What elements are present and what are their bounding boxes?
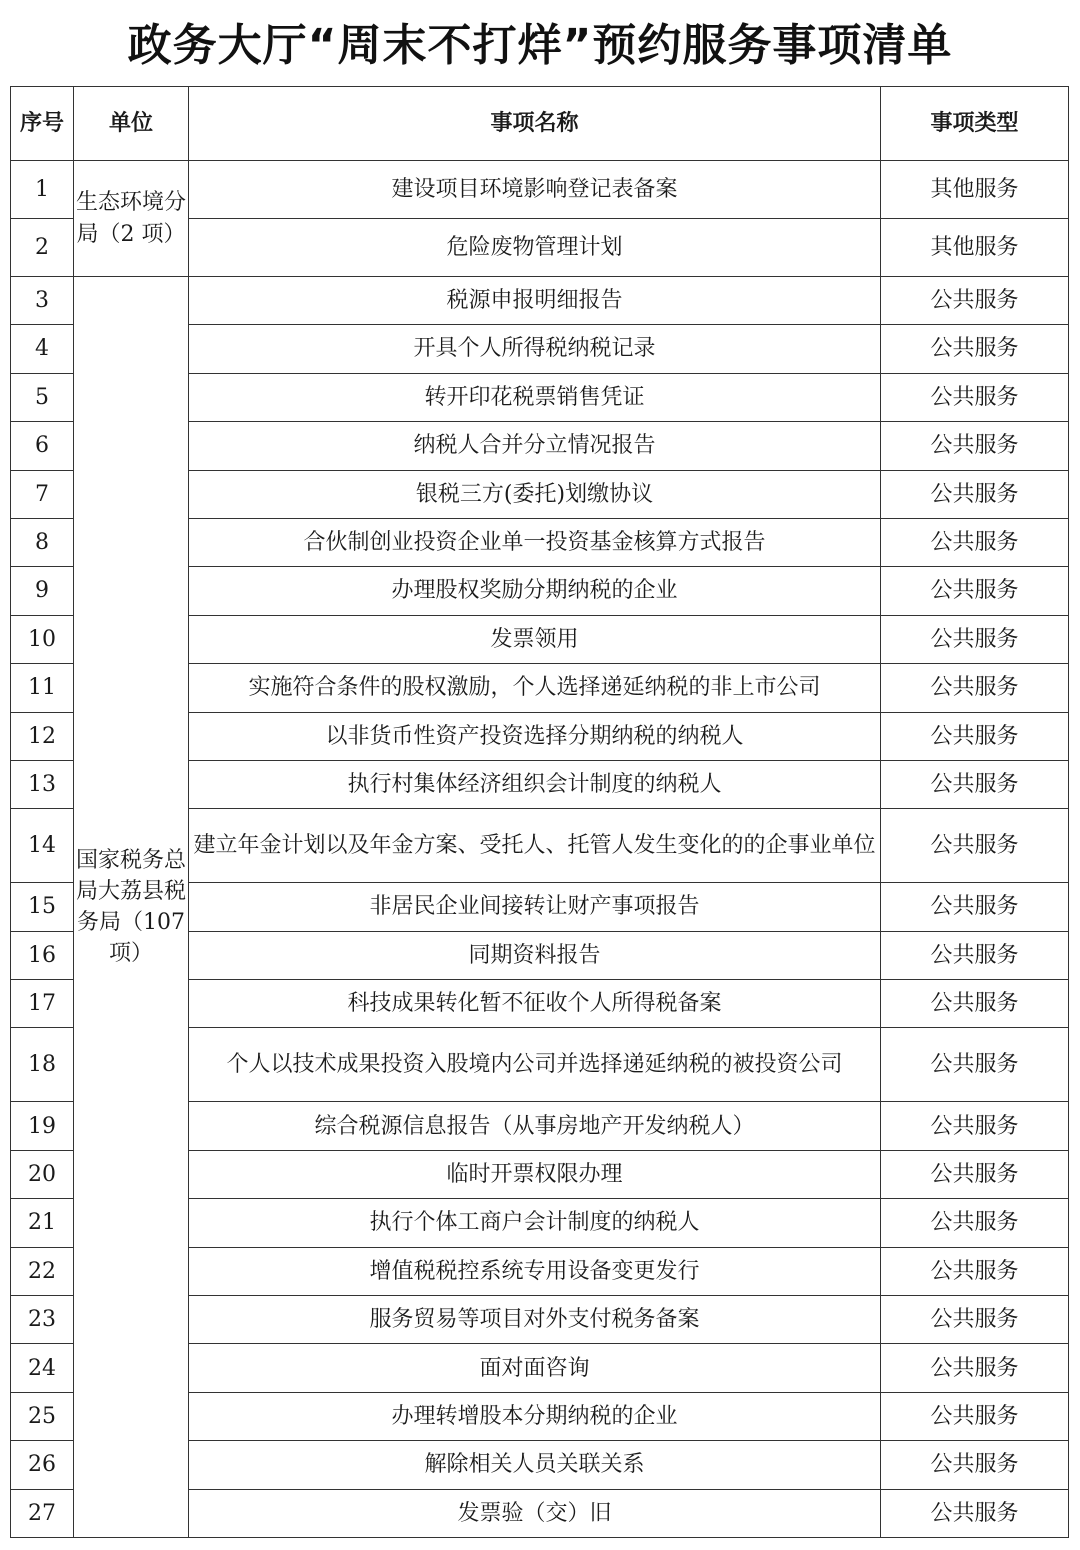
row-item-name: 转开印花税票销售凭证 <box>189 373 881 421</box>
row-item-type: 公共服务 <box>881 1441 1069 1489</box>
row-item-type: 公共服务 <box>881 1028 1069 1102</box>
row-index: 15 <box>11 883 74 931</box>
row-item-type: 公共服务 <box>881 980 1069 1028</box>
row-index: 14 <box>11 809 74 883</box>
row-index: 8 <box>11 518 74 566</box>
row-item-name: 综合税源信息报告（从事房地产开发纳税人） <box>189 1102 881 1150</box>
table-body <box>11 87 1069 1538</box>
row-item-type: 公共服务 <box>881 1247 1069 1295</box>
header-name: 事项名称 <box>189 87 881 161</box>
row-index: 1 <box>11 161 74 219</box>
row-index: 11 <box>11 664 74 712</box>
row-item-type: 公共服务 <box>881 373 1069 421</box>
table-row <box>11 161 1069 219</box>
unit-eco-environment: 生态环境分局（2 项） <box>74 161 189 277</box>
row-item-name: 发票领用 <box>189 615 881 663</box>
row-item-type: 公共服务 <box>881 1102 1069 1150</box>
row-item-name: 办理转增股本分期纳税的企业 <box>189 1392 881 1440</box>
row-index: 17 <box>11 980 74 1028</box>
row-item-type: 公共服务 <box>881 615 1069 663</box>
row-item-type: 公共服务 <box>881 470 1069 518</box>
row-index: 21 <box>11 1199 74 1247</box>
row-item-type: 公共服务 <box>881 931 1069 979</box>
row-item-name: 建立年金计划以及年金方案、受托人、托管人发生变化的的企事业单位 <box>189 809 881 883</box>
row-index: 22 <box>11 1247 74 1295</box>
row-item-name: 解除相关人员关联关系 <box>189 1441 881 1489</box>
row-item-type: 公共服务 <box>881 422 1069 470</box>
row-item-type: 公共服务 <box>881 1296 1069 1344</box>
row-item-type: 公共服务 <box>881 518 1069 566</box>
row-item-name: 服务贸易等项目对外支付税务备案 <box>189 1296 881 1344</box>
row-item-type: 公共服务 <box>881 760 1069 808</box>
row-item-type: 公共服务 <box>881 1489 1069 1537</box>
header-unit: 单位 <box>74 87 189 161</box>
row-index: 24 <box>11 1344 74 1392</box>
row-item-name: 发票验（交）旧 <box>189 1489 881 1537</box>
row-index: 10 <box>11 615 74 663</box>
row-item-name: 以非货币性资产投资选择分期纳税的纳税人 <box>189 712 881 760</box>
row-item-name: 执行个体工商户会计制度的纳税人 <box>189 1199 881 1247</box>
row-item-type: 公共服务 <box>881 1199 1069 1247</box>
row-item-type: 公共服务 <box>881 809 1069 883</box>
row-item-type: 其他服务 <box>881 161 1069 219</box>
row-item-name: 科技成果转化暂不征收个人所得税备案 <box>189 980 881 1028</box>
table-row <box>11 277 1069 325</box>
row-item-type: 公共服务 <box>881 1392 1069 1440</box>
row-index: 27 <box>11 1489 74 1537</box>
row-index: 13 <box>11 760 74 808</box>
row-item-type: 公共服务 <box>881 883 1069 931</box>
row-index: 5 <box>11 373 74 421</box>
row-item-name: 危险废物管理计划 <box>189 219 881 277</box>
row-item-name: 同期资料报告 <box>189 931 881 979</box>
row-item-name: 面对面咨询 <box>189 1344 881 1392</box>
page-title: 政务大厅“周末不打烊”预约服务事项清单 <box>127 20 953 71</box>
row-item-name: 纳税人合并分立情况报告 <box>189 422 881 470</box>
row-item-type: 其他服务 <box>881 219 1069 277</box>
row-item-name: 办理股权奖励分期纳税的企业 <box>189 567 881 615</box>
row-index: 2 <box>11 219 74 277</box>
row-item-name: 建设项目环境影响登记表备案 <box>189 161 881 219</box>
row-item-name: 临时开票权限办理 <box>189 1150 881 1198</box>
row-item-type: 公共服务 <box>881 567 1069 615</box>
row-item-name: 个人以技术成果投资入股境内公司并选择递延纳税的被投资公司 <box>189 1028 881 1102</box>
row-index: 20 <box>11 1150 74 1198</box>
row-index: 25 <box>11 1392 74 1440</box>
row-item-name: 执行村集体经济组织会计制度的纳税人 <box>189 760 881 808</box>
header-type: 事项类型 <box>881 87 1069 161</box>
row-item-name: 增值税税控系统专用设备变更发行 <box>189 1247 881 1295</box>
row-item-name: 实施符合条件的股权激励，个人选择递延纳税的非上市公司 <box>189 664 881 712</box>
row-index: 6 <box>11 422 74 470</box>
row-item-name: 非居民企业间接转让财产事项报告 <box>189 883 881 931</box>
table-header-row <box>11 87 1069 161</box>
unit-tax-bureau: 国家税务总局大荔县税务局（107 项） <box>74 277 189 1538</box>
row-index: 7 <box>11 470 74 518</box>
row-index: 19 <box>11 1102 74 1150</box>
row-index: 26 <box>11 1441 74 1489</box>
row-item-name: 合伙制创业投资企业单一投资基金核算方式报告 <box>189 518 881 566</box>
row-index: 12 <box>11 712 74 760</box>
row-item-type: 公共服务 <box>881 1150 1069 1198</box>
row-index: 16 <box>11 931 74 979</box>
row-item-type: 公共服务 <box>881 325 1069 373</box>
row-index: 18 <box>11 1028 74 1102</box>
row-item-type: 公共服务 <box>881 1344 1069 1392</box>
row-index: 4 <box>11 325 74 373</box>
row-item-type: 公共服务 <box>881 664 1069 712</box>
row-item-name: 银税三方(委托)划缴协议 <box>189 470 881 518</box>
row-index: 23 <box>11 1296 74 1344</box>
row-index: 3 <box>11 277 74 325</box>
row-item-type: 公共服务 <box>881 277 1069 325</box>
row-index: 9 <box>11 567 74 615</box>
row-item-name: 税源申报明细报告 <box>189 277 881 325</box>
row-item-type: 公共服务 <box>881 712 1069 760</box>
header-index: 序号 <box>11 87 74 161</box>
service-table <box>10 86 1069 1538</box>
row-item-name: 开具个人所得税纳税记录 <box>189 325 881 373</box>
